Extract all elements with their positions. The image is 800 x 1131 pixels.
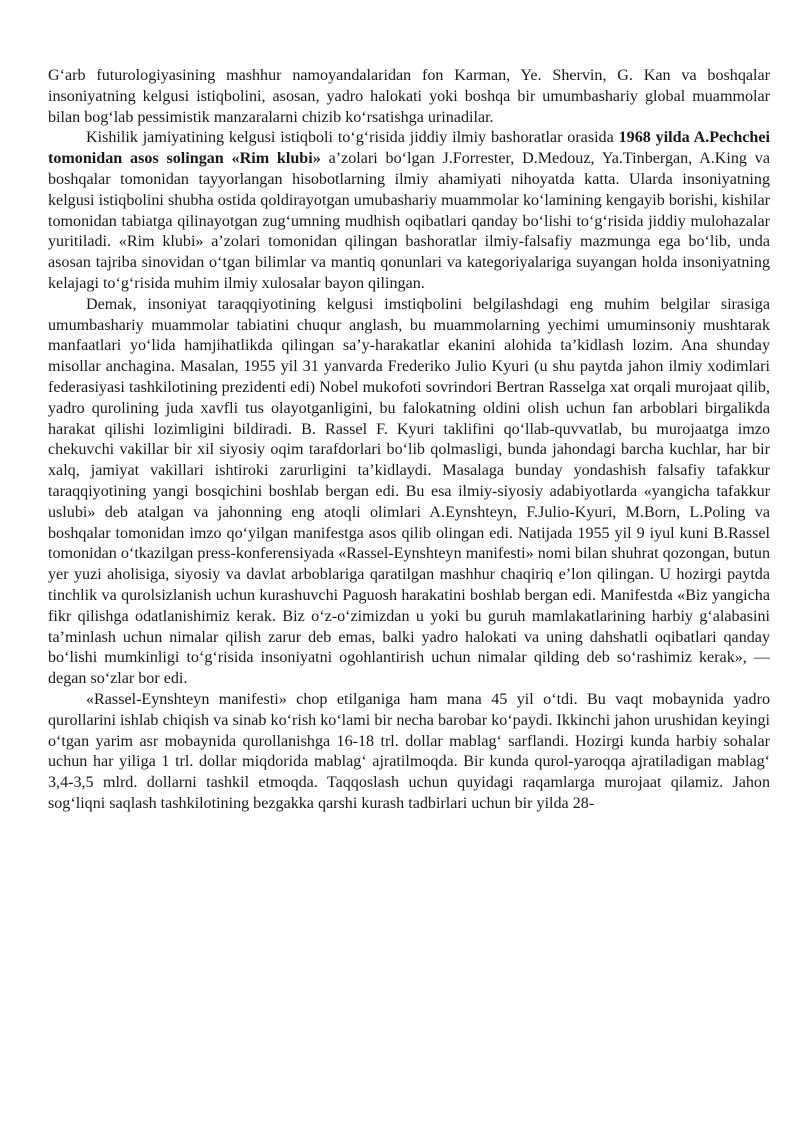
document-page (48, 66, 770, 815)
paragraph-2-bold-phrase: 1968 yilda A.Pechchei tomonidan asos solingan «Rim klubi» (48, 129, 770, 168)
paragraph-2-rest: a’zolari bo‘lgan J.Forrester, D.Medouz, Ya.Tinbergan, A.King va boshqalar tomonidan tayyorlangan hisobotlarning ilmiy ahamiyati nihoyatda katta. Ularda insoniyatning kelgusi istiqbolini shubha ostida qoldirayotgan umubashariy muammolar ko‘lamining kengayib borishi, kishilar tomonidan tabiatga qilinayotgan zug‘umning mudhish oqibatlari qanday bo‘lishi to‘g‘risida jiddiy mulohazalar yuritiladi. «Rim klubi» a’zolari tomonidan qilingan bashoratlar ilmiy-falsafiy mazmunga ega bo‘lib, unda asosan tajriba sinovidan o‘tgan bilimlar va mantiq qonunlari va kategoriyalariga suyangan holda insoniyatning kelajagi to‘g‘risida muhim ilmiy xulosalar bayon qilingan. (48, 150, 770, 292)
paragraph-4: «Rassel-Eynshteyn manifesti» chop etilganiga ham mana 45 yil o‘tdi. Bu vaqt mobaynida yadro qurollarini ishlab chiqish va sinab ko‘rish ko‘lami bir necha barobar ko‘paydi. Ikkinchi jahon urushidan keyingi o‘tgan yarim asr mobaynida qurollanishga 16-18 trl. dollar mablag‘ sarflandi. Hozirgi kunda harbiy sohalar uchun har yiliga 1 trl. dollar miqdorida mablag‘ ajratilmoqda. Bir kunda qurol-yaroqqa ajratiladigan mablag‘ 3,4-3,5 mlrd. dollarni tashkil etmoqda. Taqqoslash uchun quyidagi raqamlarga murojaat qilamiz. Jahon sog‘liqni saqlash tashkilotining bezgakka qarshi kurash tadbirlari uchun bir yilda 28- (48, 690, 770, 812)
paragraph-2-intro: Kishilik jamiyatining kelgusi istiqboli to‘g‘risida jiddiy ilmiy bashoratlar orasida (86, 129, 619, 147)
paragraph-1: G‘arb futurologiyasining mashhur namoyandalaridan fon Karman, Ye. Shervin, G. Kan va boshqalar insoniyatning kelgusi istiqbolini, asosan, yadro halokati yoki boshqa bir umumbashariy global muammolar bilan bog‘lab pessimistik manzaralarni chizib ko‘rsatishga urinadilar. (48, 67, 770, 126)
paragraph-3: Demak, insoniyat taraqqiyotining kelgusi imstiqbolini belgilashdagi eng muhim belgilar sirasiga umumbashariy muammolar tabiatini chuqur anglash, bu muammolarning yechimi umuminsoniy mushtarak manfaatlari yo‘lida hamjihatlikda qilingan sa’y-harakatlar ekanini alohida ta’kidlash lozim. Ana shunday misollar anchagina. Masalan, 1955 yil 31 yanvarda Frederiko Julio Kyuri (u shu paytda jahon ilmiy xodimlari federasiyasi tashkilotining prezidenti edi) Nobel mukofoti sovrindori Bertran Rasselga xat orqali murojaat qilib, yadro qurolining juda xavfli tus olayotganligini, bu falokatning oldini olish uchun fan arboblari birgalikda harakat qilishi lozimligini bildiradi. B. Rassel F. Kyuri taklifini qo‘llab-quvvatlab, bu murojaatga imzo chekuvchi vakillar bir xil siyosiy oqim tarafdorlari bo‘lib qolmasligi, bunda jahondagi barcha kuchlar, har bir xalq, jamiyat vakillari ishtiroki zarurligini ta’kidlaydi. Masalaga bunday yondashish falsafiy tafakkur taraqqiyotining yangi bosqichini boshlab bergan edi. Bu esa ilmiy-siyosiy adabiyotlarda «yangicha tafakkur uslubi» deb atalgan va jahonning eng atoqli olimlari A.Eynshteyn, F.Julio-Kyuri, M.Born, L.Poling va boshqalar tomonidan imzo qo‘yilgan manifestga asos qilib olingan edi. Natijada 1955 yil 9 iyul kuni B.Rassel tomonidan o‘tkazilgan press-konferensiyada «Rassel-Eynshteyn manifesti» nomi bilan shuhrat qozongan, butun yer yuzi aholisiga, siyosiy va davlat arboblariga qaratilgan mashhur chaqiriq e’lon qilingan. U hozirgi paytda tinchlik va qurolsizlanish uchun kurashuvchi Paguosh harakatini boshlab bergan edi. Manifestda «Biz yangicha fikr qilishga odatlanishimiz kerak. Biz o‘z-o‘zimizdan u yoki bu guruh mamlakatlarining harbiy g‘alabasini ta’minlash uchun nimalar qilish zarur deb emas, balki yadro halokati va uning dahshatli oqibatlari qanday bo‘lishi mumkinligi to‘g‘risida insoniyatni ogohlantirish uchun nimalar qilding deb so‘rashimiz kerak», — degan so‘zlar bor edi. (48, 295, 770, 688)
paragraph-2 (48, 128, 770, 294)
